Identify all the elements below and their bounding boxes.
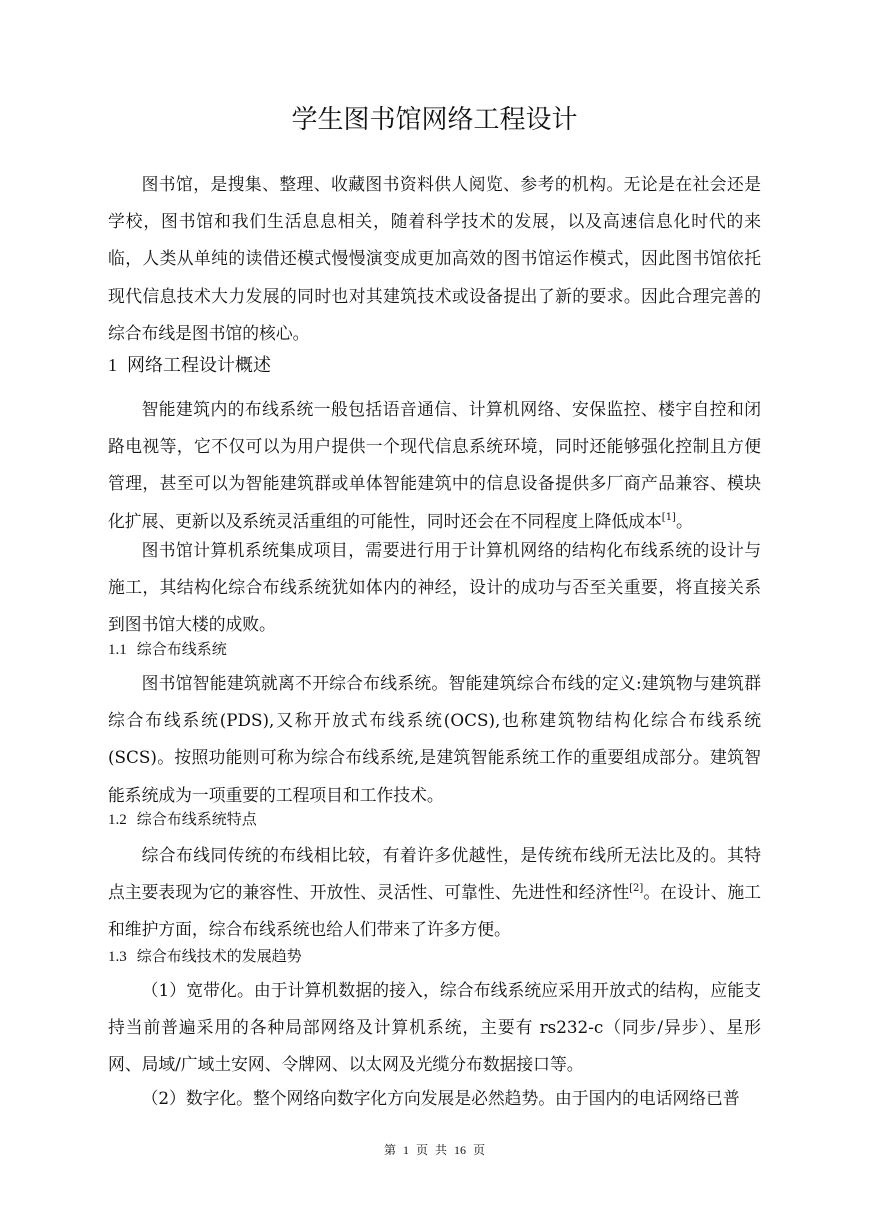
- paragraph-text-end: 。: [675, 510, 693, 531]
- section-paragraph: [108, 391, 761, 540]
- section-number: 1: [108, 355, 117, 375]
- paragraph-text-end: 。在设计、施工和维护方面，综合布线系统也给人们带来了许多方便。: [108, 882, 761, 940]
- intro-paragraph: 图书馆，是搜集、整理、收藏图书资料供人阅览、参考的机构。无论是在社会还是学校，图书馆和我们生活息息相关，随着科学技术的发展，以及高速信息化时代的来临，人类从单纯的读借还模式慢慢演变成更加高效的图书馆运作模式，因此图书馆依托现代信息技术大力发展的同时也对其建筑技术或设备提出了新的要求。因此合理完善的综合布线是图书馆的核心。: [108, 174, 761, 343]
- subsection-paragraph: 图书馆智能建筑就离不开综合布线系统。智能建筑综合布线的定义:建筑物与建筑群综合布线系统(PDS),又称开放式布线系统(OCS),也称建筑物结构化综合布线系统(SCS)。按照功能则可称为综合布线系统,是建筑智能系统工作的重要组成部分。建筑智能系统成为一项重要的工程项目和工作技术。: [108, 673, 761, 805]
- subsection-heading-text: 综合布线系统特点: [136, 810, 257, 828]
- subsection-heading: [108, 633, 227, 666]
- citation-ref: [2]: [629, 883, 644, 895]
- document-title: 学生图书馆网络工程设计: [291, 105, 578, 135]
- section-heading: [108, 348, 271, 383]
- subsection-paragraph: [108, 837, 761, 949]
- subsection-heading: [108, 803, 257, 836]
- paragraph-text: 智能建筑内的布线系统一般包括语音通信、计算机网络、安保监控、楼宇自控和闭路电视等，它不仅可以为用户提供一个现代信息系统环境，同时还能够强化控制且方便管理，甚至可以为智能建筑群或单体智能建筑中的信息设备提供多厂商产品兼容、模块化扩展、更新以及系统灵活重组的可能性，同时还会在不同程度上降低成本: [108, 399, 761, 531]
- subsection-heading-text: 综合布线技术的发展趋势: [136, 947, 302, 965]
- page-footer: 第 1 页 共 16 页: [383, 1143, 485, 1157]
- subsection-paragraph: （2）数字化。整个网络向数字化方向发展是必然趋势。由于国内的电话网络已普: [141, 1088, 740, 1108]
- citation-ref: [1]: [661, 511, 676, 523]
- paragraph-text: 综合布线同传统的布线相比较，有着许多优越性，是传统布线所无法比及的。其特点主要表现为它的兼容性、开放性、灵活性、可靠性、先进性和经济性: [108, 845, 761, 903]
- section-heading-text: 网络工程设计概述: [127, 355, 271, 376]
- subsection-heading: [108, 940, 302, 973]
- subsection-number: 1.2: [108, 812, 127, 828]
- subsection-heading-text: 综合布线系统: [136, 640, 227, 658]
- subsection-number: 1.3: [108, 949, 127, 965]
- subsection-number: 1.1: [108, 642, 127, 658]
- subsection-paragraph: （1）宽带化。由于计算机数据的接入，综合布线系统应采用开放式的结构，应能支持当前普遍采用的各种局部网络及计算机系统，主要有 rs232-c（同步/异步）、星形网、局域/广域土安网、令牌网、以太网及光缆分布数据接口等。: [108, 980, 761, 1075]
- section-paragraph: 图书馆计算机系统集成项目，需要进行用于计算机网络的结构化布线系统的设计与施工，其结构化综合布线系统犹如体内的神经，设计的成功与否至关重要，将直接关系到图书馆大楼的成败。: [108, 540, 761, 635]
